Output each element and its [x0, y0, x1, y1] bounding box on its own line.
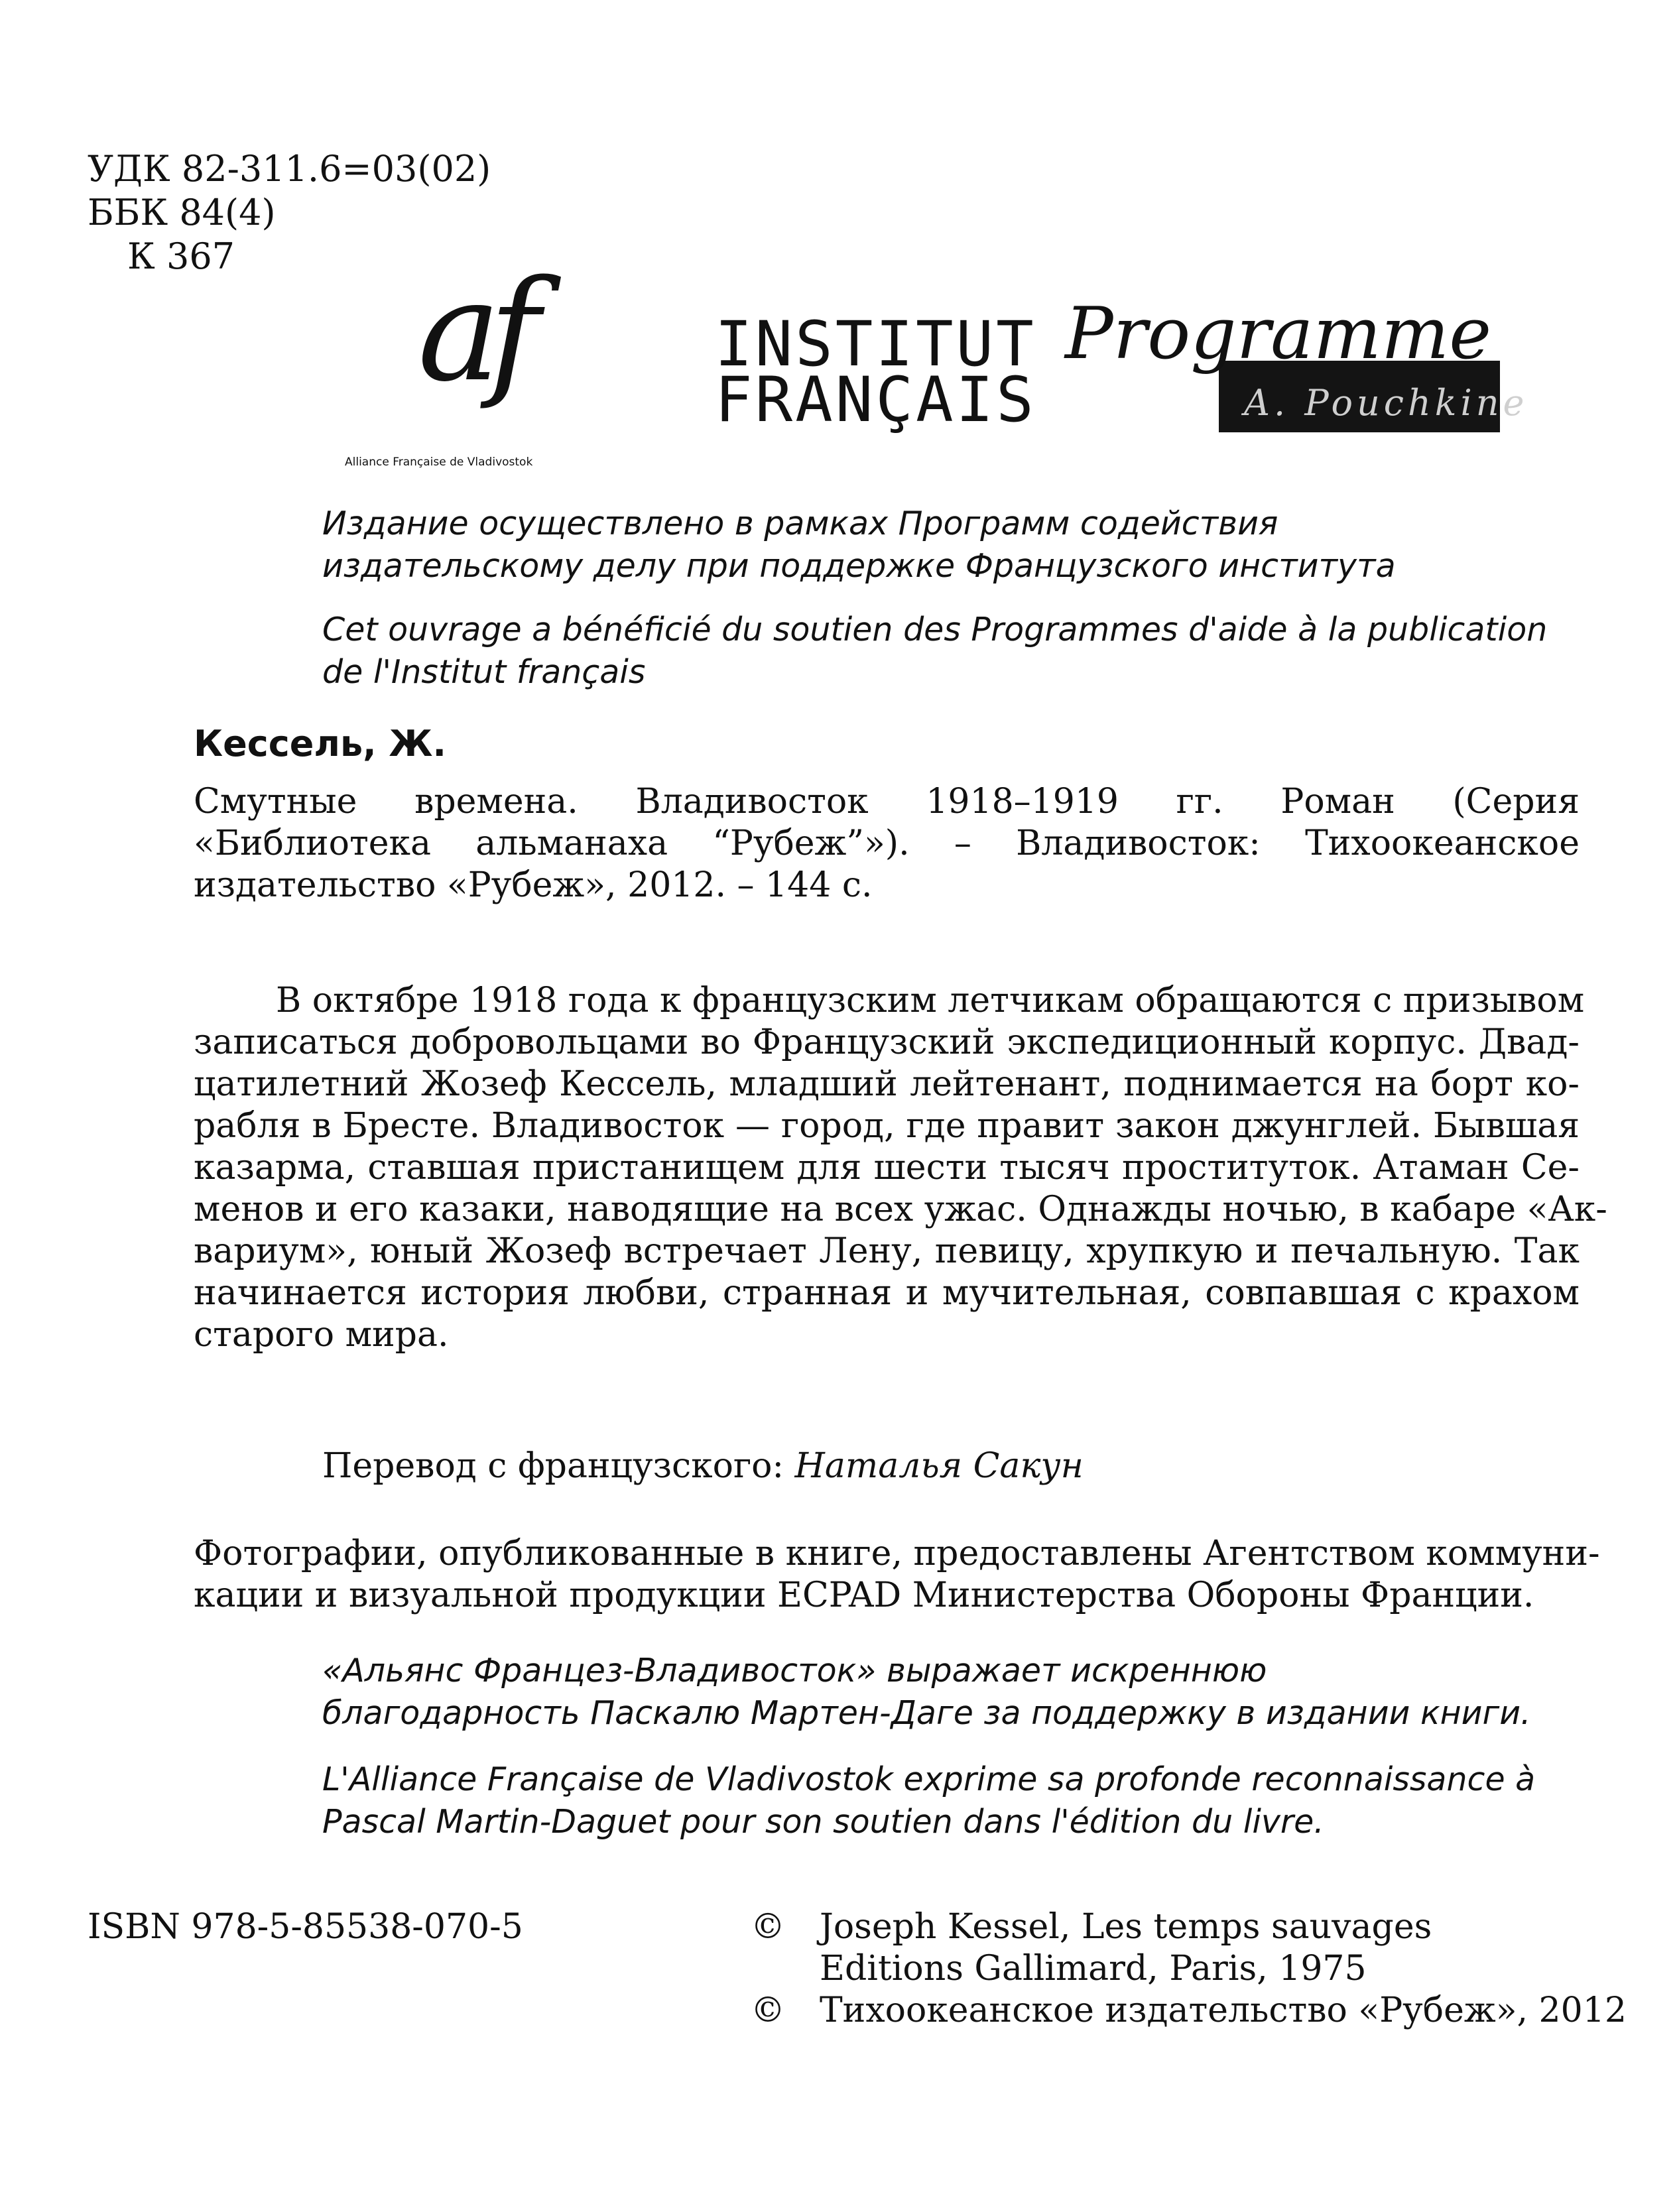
- thanks-ru: [322, 1650, 1531, 1735]
- programme-pouchkine-logo: [1065, 292, 1528, 433]
- copyright-symbol: ©: [751, 1991, 785, 2030]
- support-fr-line: Cet ouvrage a bénéficié du soutien des Programmes d'aide à la publication: [322, 611, 1548, 648]
- support-ru-line: Издание осуществлено в рамках Программ содействия: [322, 505, 1278, 542]
- af-logo-caption: Alliance Française de Vladivostok: [345, 456, 533, 469]
- bbk-code: ББК 84(4): [88, 192, 276, 233]
- thanks-ru-line: благодарность Паскалю Мартен-Даге за поддержку в издании книги.: [322, 1694, 1531, 1732]
- annotation-line: начинается история любви, странная и мучительная, совпавшая с крахом: [194, 1273, 1580, 1313]
- thanks-fr-line: Pascal Martin-Daguet pour son soutien dans l'édition du livre.: [322, 1803, 1324, 1841]
- thanks-ru-line: «Альянс Францез-Владивосток» выражает искреннюю: [322, 1652, 1267, 1690]
- author-mark: К 367: [127, 235, 235, 277]
- programme-logo-script: A. Pouchkine: [1244, 382, 1528, 424]
- translator-name: Наталья Сакун: [794, 1446, 1084, 1486]
- bibliography-line: издательство «Рубеж», 2012. – 144 с.: [194, 865, 873, 905]
- programme-logo-word: Programme: [1065, 292, 1492, 375]
- support-notice-ru: [322, 503, 1396, 587]
- isbn: ISBN 978-5-85538-070-5: [88, 1907, 523, 1947]
- support-fr-line: de l'Institut français: [322, 653, 646, 691]
- annotation-line: вариум», юный Жозеф встречает Лену, певицу, хрупкую и печальную. Так: [194, 1231, 1580, 1271]
- annotation-line: казарма, ставшая пристанищем для шести тысяч проституток. Атаман Се-: [194, 1148, 1580, 1188]
- copyright-line: Joseph Kessel, Les temps sauvages: [820, 1907, 1432, 1947]
- translation-credit: [322, 1445, 1084, 1487]
- bibliography-line: «Библиотека альманаха “Рубеж”»). – Владивосток: Тихоокеанское: [194, 824, 1580, 863]
- institut-logo-line1: INSTITUT: [715, 308, 1036, 381]
- thanks-fr: [322, 1758, 1535, 1843]
- annotation-line: цатилетний Жозеф Кессель, младший лейтенант, поднимается на борт ко-: [194, 1064, 1580, 1104]
- copyright-line: Тихоокеанское издательство «Рубеж», 2012: [820, 1991, 1627, 2030]
- copyright-symbol: ©: [751, 1907, 785, 1947]
- bibliography-record: [194, 781, 1580, 906]
- af-logo-mark: af: [418, 250, 529, 412]
- support-ru-line: издательскому делу при поддержке Французского института: [322, 547, 1396, 585]
- annotation-line: рабля в Бресте. Владивосток — город, где правит закон джунглей. Бывшая: [194, 1106, 1580, 1146]
- udk-code: УДК 82-311.6=03(02): [88, 148, 491, 190]
- institut-francais-logo: [715, 308, 1036, 436]
- annotation-line: В октябре 1918 года к французским летчикам обращаются с призывом: [276, 981, 1585, 1020]
- copyright-line: Editions Gallimard, Paris, 1975: [820, 1949, 1367, 1989]
- photos-note: [194, 1533, 1600, 1617]
- annotation-line: записаться добровольцами во Французский экспедиционный корпус. Двад-: [194, 1022, 1580, 1062]
- annotation-line: старого мира.: [194, 1315, 449, 1355]
- translation-label: Перевод с французского:: [322, 1446, 784, 1486]
- bibliography-line: Смутные времена. Владивосток 1918–1919 гг. Роман (Серия: [194, 782, 1580, 822]
- photos-note-line: Фотографии, опубликованные в книге, предоставлены Агентством коммуни-: [194, 1534, 1600, 1573]
- photos-note-line: кации и визуальной продукции ECPAD Министерства Обороны Франции.: [194, 1575, 1534, 1615]
- support-notice-fr: [322, 609, 1547, 694]
- annotation: [194, 980, 1607, 1356]
- alliance-francaise-logo: [345, 250, 650, 481]
- bibliography-author: Кессель, Ж.: [194, 723, 447, 765]
- institut-logo-line2: FRANÇAIS: [715, 364, 1036, 436]
- annotation-line: менов и его казаки, наводящие на всех ужас. Однажды ночью, в кабаре «Ак-: [194, 1190, 1607, 1229]
- thanks-fr-line: L'Alliance Française de Vladivostok exprime sa profonde reconnaissance à: [322, 1760, 1536, 1798]
